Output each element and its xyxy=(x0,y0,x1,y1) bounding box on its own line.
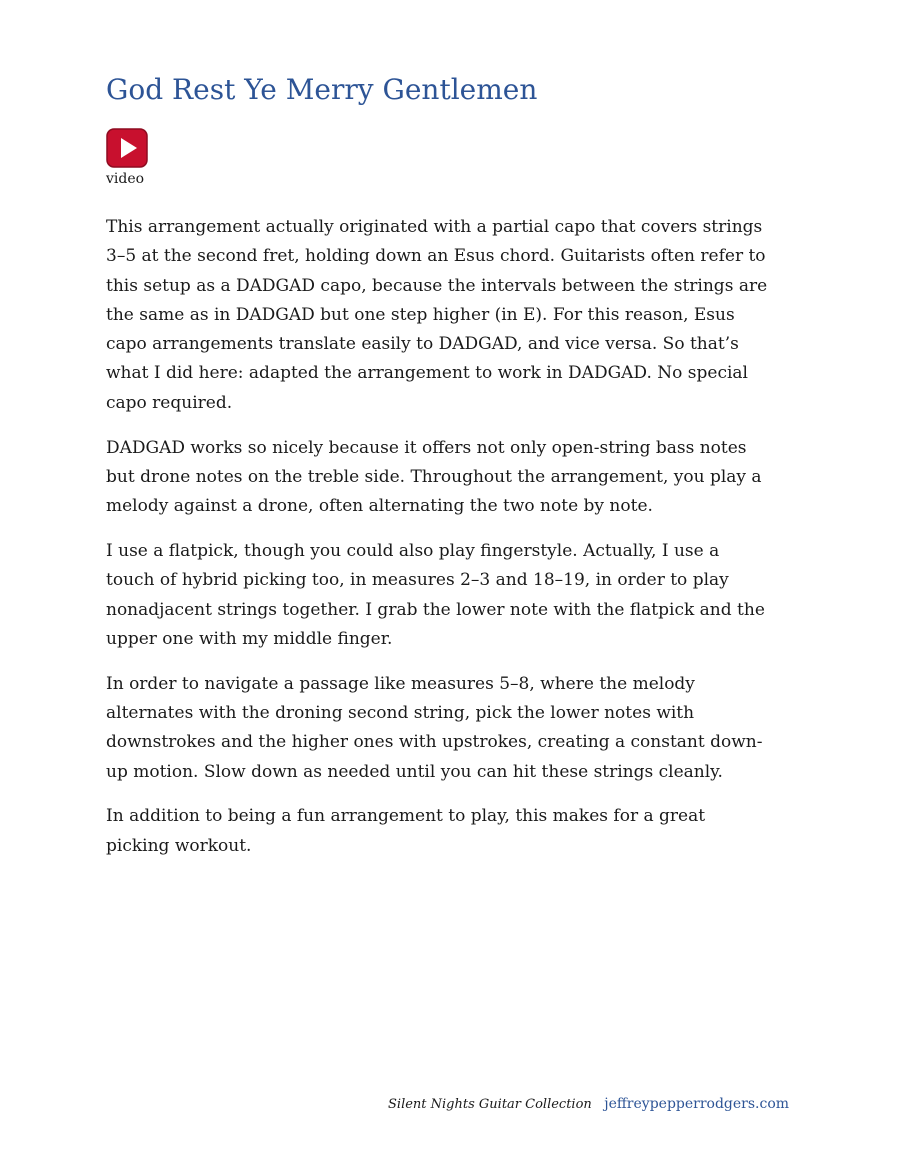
paragraph xyxy=(106,213,796,418)
paragraph xyxy=(106,670,796,787)
text-line: what I did here: adapted the arrangement to work in DADGAD. No special xyxy=(106,363,748,384)
footer-website-link[interactable]: jeffreypepperrodgers.com xyxy=(604,1096,790,1112)
text-line: touch of hybrid picking too, in measures 2–3 and 18–19, in order to play xyxy=(106,570,729,591)
paragraph xyxy=(106,802,796,861)
text-line: up motion. Slow down as needed until you can hit these strings cleanly. xyxy=(106,761,723,782)
video-label[interactable]: video xyxy=(106,171,145,187)
text-line: DADGAD works so nicely because it offers not only open-string bass notes xyxy=(106,437,747,458)
article-body xyxy=(106,213,796,876)
text-line: capo arrangements translate easily to DADGAD, and vice versa. So that’s xyxy=(106,334,739,355)
text-line: the same as in DADGAD but one step higher (in E). For this reason, Esus xyxy=(106,304,735,325)
text-line: In order to navigate a passage like measures 5–8, where the melody xyxy=(106,673,695,694)
text-line: this setup as a DADGAD capo, because the intervals between the strings are xyxy=(106,275,768,296)
text-line: In addition to being a fun arrangement to play, this makes for a great xyxy=(106,806,706,827)
text-line: nonadjacent strings together. I grab the lower note with the flatpick and the xyxy=(106,599,765,620)
text-line: melody against a drone, often alternating the two note by note. xyxy=(106,496,653,517)
paragraph xyxy=(106,537,796,654)
page-footer xyxy=(388,1095,789,1114)
text-line: I use a flatpick, though you could also play fingerstyle. Actually, I use a xyxy=(106,540,720,561)
text-line: picking workout. xyxy=(106,835,252,856)
text-line: alternates with the droning second string, pick the lower notes with xyxy=(106,702,695,723)
paragraph xyxy=(106,434,796,522)
play-video-icon[interactable] xyxy=(106,128,148,168)
video-link[interactable] xyxy=(106,128,166,188)
text-line: 3–5 at the second fret, holding down an Esus chord. Guitarists often refer to xyxy=(106,246,766,267)
text-line: This arrangement actually originated with a partial capo that covers strings xyxy=(106,217,763,237)
text-line: capo required. xyxy=(106,392,233,413)
text-line: but drone notes on the treble side. Throughout the arrangement, you play a xyxy=(106,466,762,487)
text-line: upper one with my middle finger. xyxy=(106,628,393,649)
footer-collection-title: Silent Nights Guitar Collection xyxy=(388,1097,592,1112)
page-title: God Rest Ye Merry Gentlemen xyxy=(106,73,538,106)
text-line: downstrokes and the higher ones with upstrokes, creating a constant down- xyxy=(106,732,763,753)
